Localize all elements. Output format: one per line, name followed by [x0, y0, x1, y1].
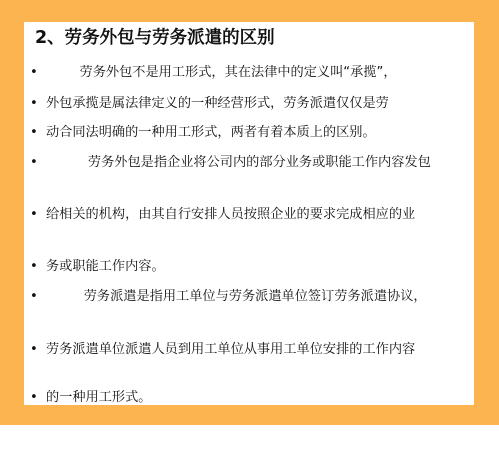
list-item-text: 务或职能工作内容。: [46, 259, 165, 274]
list-item-text: 劳务派遣是指用工单位与劳务派遣单位签订劳务派遣协议，: [46, 289, 427, 304]
bullet-dot: •: [30, 390, 38, 405]
document-title: 2、劳务外包与劳务派遣的区别: [35, 28, 275, 48]
bullet-dot: •: [30, 289, 38, 304]
bullet-dot: •: [30, 259, 38, 274]
bullet-dot: •: [30, 96, 38, 111]
list-item-text: 给相关的机构，由其自行安排人员按照企业的要求完成相应的业: [46, 207, 416, 222]
document-card: [24, 22, 474, 405]
list-item-text: 的一种用工形式。: [46, 390, 152, 405]
bullet-dot: •: [30, 155, 38, 170]
list-item-text: 劳务派遣单位派遣人员到用工单位从事用工单位安排的工作内容: [46, 342, 416, 357]
bullet-dot: •: [30, 65, 38, 80]
bullet-dot: •: [30, 207, 38, 222]
list-item-text: 劳务外包不是用工形式，其在法律中的定义叫“承揽”，: [46, 65, 397, 80]
list-item-text: 劳务外包是指企业将公司内的部分业务或职能工作内容发包: [46, 155, 431, 170]
list-item-text: 外包承揽是属法律定义的一种经营形式，劳务派遣仅仅是劳: [46, 96, 389, 111]
bullet-dot: •: [30, 342, 38, 357]
bullet-dot: •: [30, 125, 38, 140]
list-item-text: 动合同法明确的一种用工形式，两者有着本质上的区别。: [46, 125, 376, 140]
